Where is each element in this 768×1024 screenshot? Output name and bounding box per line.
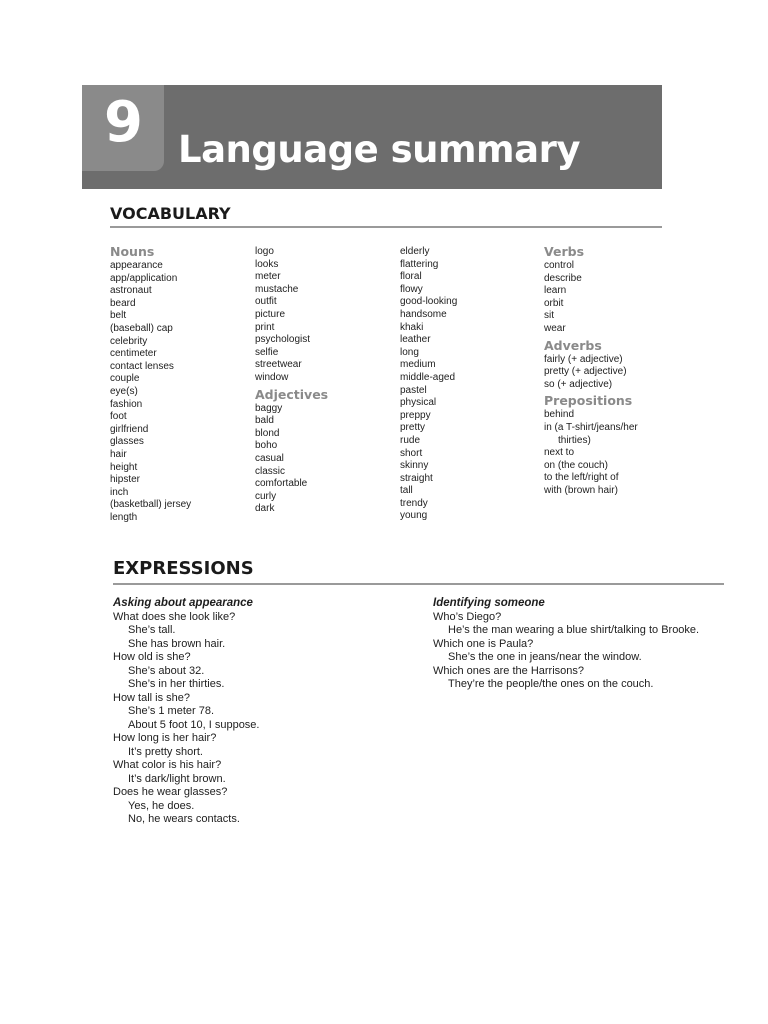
vocab-word: khaki: [400, 321, 424, 333]
vocab-word: celebrity: [110, 335, 148, 347]
vocab-word: skinny: [400, 460, 429, 472]
expression-question: How tall is she?: [113, 691, 191, 704]
vocab-word: hipster: [110, 474, 141, 486]
vocab-word: (basketball) jersey: [110, 499, 192, 511]
vocab-column-3: [400, 246, 457, 523]
vocab-word: outfit: [255, 296, 277, 308]
vocab-word: pastel: [400, 384, 427, 396]
unit-number: 9: [104, 90, 143, 155]
expression-answer: She’s about 32.: [128, 664, 205, 677]
vocab-word: dark: [255, 503, 275, 515]
vocab-word: comfortable: [255, 478, 308, 490]
vocab-word: fashion: [110, 398, 143, 410]
vocab-word: casual: [255, 452, 284, 464]
vocab-word: to the left/right of: [544, 472, 619, 484]
expression-answer: She’s in her thirties.: [128, 678, 225, 690]
vocab-word: handsome: [400, 308, 447, 320]
expression-answer: Yes, he does.: [128, 799, 195, 812]
vocab-word: classic: [255, 465, 286, 477]
expression-question: What does she look like?: [113, 610, 236, 623]
vocab-word: app/application: [110, 272, 178, 284]
prepositions-title: Prepositions: [544, 393, 633, 409]
vocab-word: physical: [400, 397, 437, 409]
vocab-word: psychologist: [255, 334, 311, 346]
vocab-word: foot: [110, 411, 127, 423]
adjectives-title: Adjectives: [255, 386, 329, 402]
vocab-word: medium: [400, 359, 436, 371]
vocab-word: young: [400, 510, 428, 522]
expression-answer: He’s the man wearing a blue shirt/talking to Brooke.: [448, 624, 700, 636]
identifying-someone: [433, 597, 699, 692]
vocab-word: curly: [255, 490, 277, 502]
vocab-word: preppy: [400, 409, 431, 421]
expression-answer: She’s the one in jeans/near the window.: [448, 651, 642, 663]
nouns-list: [110, 260, 191, 524]
vocab-column-2: [255, 246, 328, 516]
vocab-word: glasses: [110, 436, 144, 448]
vocab-word: straight: [400, 472, 433, 484]
expressions-heading: EXPRESSIONS: [113, 558, 254, 579]
expression-answer: She’s tall.: [128, 624, 176, 636]
vocab-word: eye(s): [110, 385, 138, 397]
vocab-word: leather: [400, 334, 431, 346]
vocab-word: rude: [400, 434, 421, 446]
vocab-word: tall: [400, 485, 413, 497]
vocab-column-4: [544, 244, 638, 498]
adjectives-list: [255, 403, 328, 516]
expression-question: Does he wear glasses?: [113, 786, 228, 798]
vocab-word: on (the couch): [544, 459, 608, 471]
nouns-title: Nouns: [110, 244, 155, 259]
vocabulary-heading: VOCABULARY: [110, 204, 231, 223]
verbs-title: Verbs: [544, 244, 585, 259]
vocab-word: short: [400, 447, 423, 459]
prepositions-list: [544, 409, 638, 497]
expression-question: Which one is Paula?: [433, 637, 534, 650]
vocab-word: orbit: [544, 297, 564, 309]
vocab-word: girlfriend: [110, 423, 149, 435]
expression-question: Who’s Diego?: [433, 610, 502, 623]
vocab-word: next to: [544, 447, 575, 459]
nouns-list-continued: [255, 246, 328, 385]
vocab-word: long: [400, 346, 419, 358]
vocab-word: elderly: [400, 246, 430, 257]
vocab-word: astronaut: [110, 285, 152, 297]
expression-question: What color is his hair?: [113, 759, 222, 771]
vocab-word: beard: [110, 297, 136, 309]
expression-answer: She has brown hair.: [128, 637, 226, 650]
vocab-word: with (brown hair): [544, 484, 618, 496]
vocab-word: thirties): [558, 434, 591, 446]
asking-about-appearance-title: Asking about appearance: [113, 597, 253, 609]
expression-answer: It’s pretty short.: [128, 745, 203, 758]
vocab-word: so (+ adjective): [544, 378, 613, 390]
vocab-word: logo: [255, 246, 274, 257]
vocab-word: contact lenses: [110, 360, 174, 372]
vocab-word: mustache: [255, 283, 299, 295]
identifying-lines: [433, 611, 699, 692]
vocab-word: blond: [255, 427, 280, 439]
expression-answer: She’s 1 meter 78.: [128, 705, 215, 717]
vocab-word: picture: [255, 308, 286, 320]
vocab-column-1: [110, 244, 191, 524]
expression-answer: About 5 foot 10, I suppose.: [128, 718, 260, 731]
expression-question: How old is she?: [113, 651, 191, 663]
expression-question: Which ones are the Harrisons?: [433, 664, 585, 677]
expression-answer: They’re the people/the ones on the couch.: [448, 678, 654, 690]
adverbs-list: [544, 354, 638, 392]
vocab-word: pretty: [400, 422, 426, 434]
vocab-word: height: [110, 461, 138, 473]
expression-answer: No, he wears contacts.: [128, 813, 240, 825]
expression-answer: It’s dark/light brown.: [128, 772, 226, 785]
vocab-word: appearance: [110, 260, 163, 271]
vocab-word: in (a T-shirt/jeans/her: [544, 421, 638, 433]
vocab-word: length: [110, 511, 138, 523]
vocab-word: middle-aged: [400, 371, 456, 383]
vocab-word: selfie: [255, 346, 279, 358]
adverbs-title: Adverbs: [544, 337, 602, 353]
vocab-word: describe: [544, 272, 582, 284]
vocab-word: learn: [544, 285, 567, 297]
vocabulary-divider: [110, 226, 662, 228]
vocab-word: control: [544, 260, 575, 271]
vocab-word: couple: [110, 373, 140, 385]
vocab-word: bald: [255, 415, 274, 427]
vocab-word: centimeter: [110, 348, 157, 360]
vocab-word: sit: [544, 310, 554, 322]
vocab-word: (baseball) cap: [110, 322, 173, 334]
vocab-word: boho: [255, 440, 278, 452]
vocab-word: floral: [400, 271, 422, 283]
vocab-word: baggy: [255, 402, 283, 414]
vocab-word: print: [255, 321, 275, 333]
vocab-word: flowy: [400, 283, 423, 295]
expression-question: How long is her hair?: [113, 732, 217, 744]
asking-lines: [113, 611, 259, 827]
vocab-word: behind: [544, 409, 575, 421]
identifying-someone-title: Identifying someone: [433, 597, 545, 609]
vocab-word: good-looking: [400, 296, 458, 308]
vocab-word: looks: [255, 258, 279, 270]
vocab-word: inch: [110, 486, 129, 498]
adjectives-list-continued: [400, 246, 457, 523]
vocab-word: window: [255, 371, 289, 383]
vocab-word: fairly (+ adjective): [544, 353, 623, 365]
vocab-word: streetwear: [255, 359, 302, 371]
vocab-word: trendy: [400, 497, 428, 509]
vocab-word: pretty (+ adjective): [544, 366, 627, 378]
vocab-word: meter: [255, 271, 281, 283]
unit-banner: [82, 85, 662, 189]
vocab-word: wear: [544, 322, 566, 334]
expressions-divider: [113, 583, 724, 585]
asking-about-appearance: [113, 597, 259, 827]
vocab-word: belt: [110, 310, 127, 322]
vocab-word: hair: [110, 448, 127, 460]
page-title: Language summary: [178, 128, 580, 171]
verbs-list: [544, 260, 638, 336]
vocab-word: flattering: [400, 258, 439, 270]
